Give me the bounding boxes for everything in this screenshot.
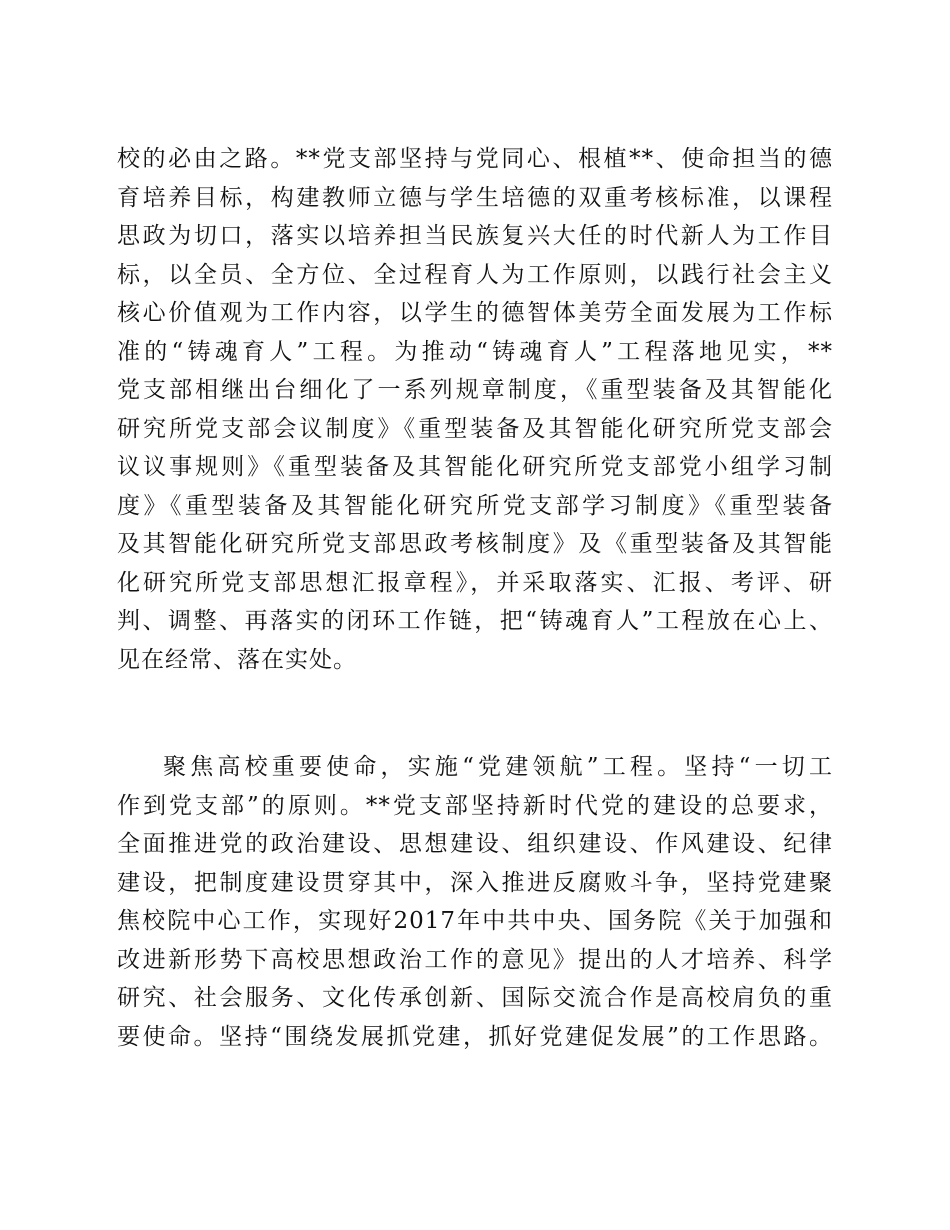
- text-line: 全面推进党的政治建设、思想建设、组织建设、作风建设、纪律: [117, 831, 833, 857]
- text-line: 作到党支部”的原则。**党支部坚持新时代党的建设的总要求，: [117, 792, 833, 819]
- text-line: 党支部相继出台细化了一系列规章制度，《重型装备及其智能化: [117, 377, 833, 403]
- text-line: 核心价值观为工作内容，以学生的德智体美劳全面发展为工作标: [117, 300, 833, 326]
- text-line: 研究、社会服务、文化传承创新、国际交流合作是高校肩负的重: [117, 985, 833, 1011]
- text-line: 化研究所党支部思想汇报章程》，并采取落实、汇报、考评、研: [117, 569, 833, 596]
- text-line: 标，以全员、全方位、全过程育人为工作原则，以践行社会主义: [117, 261, 833, 288]
- text-line: 见在经常、落在实处。: [117, 646, 357, 673]
- text-line: 准的“铸魂育人”工程。为推动“铸魂育人”工程落地见实，**: [117, 338, 833, 365]
- text-line: 育培养目标，构建教师立德与学生培德的双重考核标准，以课程: [117, 184, 833, 211]
- text-line: 要使命。坚持“围绕发展抓党建，抓好党建促发展”的工作思路。: [117, 1023, 833, 1050]
- text-line: 及其智能化研究所党支部思政考核制度》及《重型装备及其智能: [117, 531, 833, 557]
- text-line: 议议事规则》《重型装备及其智能化研究所党支部党小组学习制: [117, 454, 833, 480]
- text-line: 焦校院中心工作，实现好2017年中共中央、国务院《关于加强和: [117, 908, 833, 934]
- text-line: 研究所党支部会议制度》《重型装备及其智能化研究所党支部会: [117, 415, 833, 442]
- text-line: 改进新形势下高校思想政治工作的意见》提出的人才培养、科学: [117, 946, 833, 973]
- text-line: 建设，把制度建设贯穿其中，深入推进反腐败斗争，坚持党建聚: [117, 869, 833, 896]
- text-line: 度》《重型装备及其智能化研究所党支部学习制度》《重型装备: [117, 492, 833, 519]
- text-line: 思政为切口，落实以培养担当民族复兴大任的时代新人为工作目: [117, 223, 833, 249]
- paragraph-1: [117, 140, 833, 679]
- text-line: 判、调整、再落实的闭环工作链，把“铸魂育人”工程放在心上、: [117, 608, 833, 634]
- paragraph-2: [117, 748, 833, 1056]
- text-line: 校的必由之路。**党支部坚持与党同心、根植**、使命担当的德: [117, 146, 833, 172]
- text-line: 聚焦高校重要使命，实施“党建领航”工程。坚持“一切工: [163, 754, 833, 780]
